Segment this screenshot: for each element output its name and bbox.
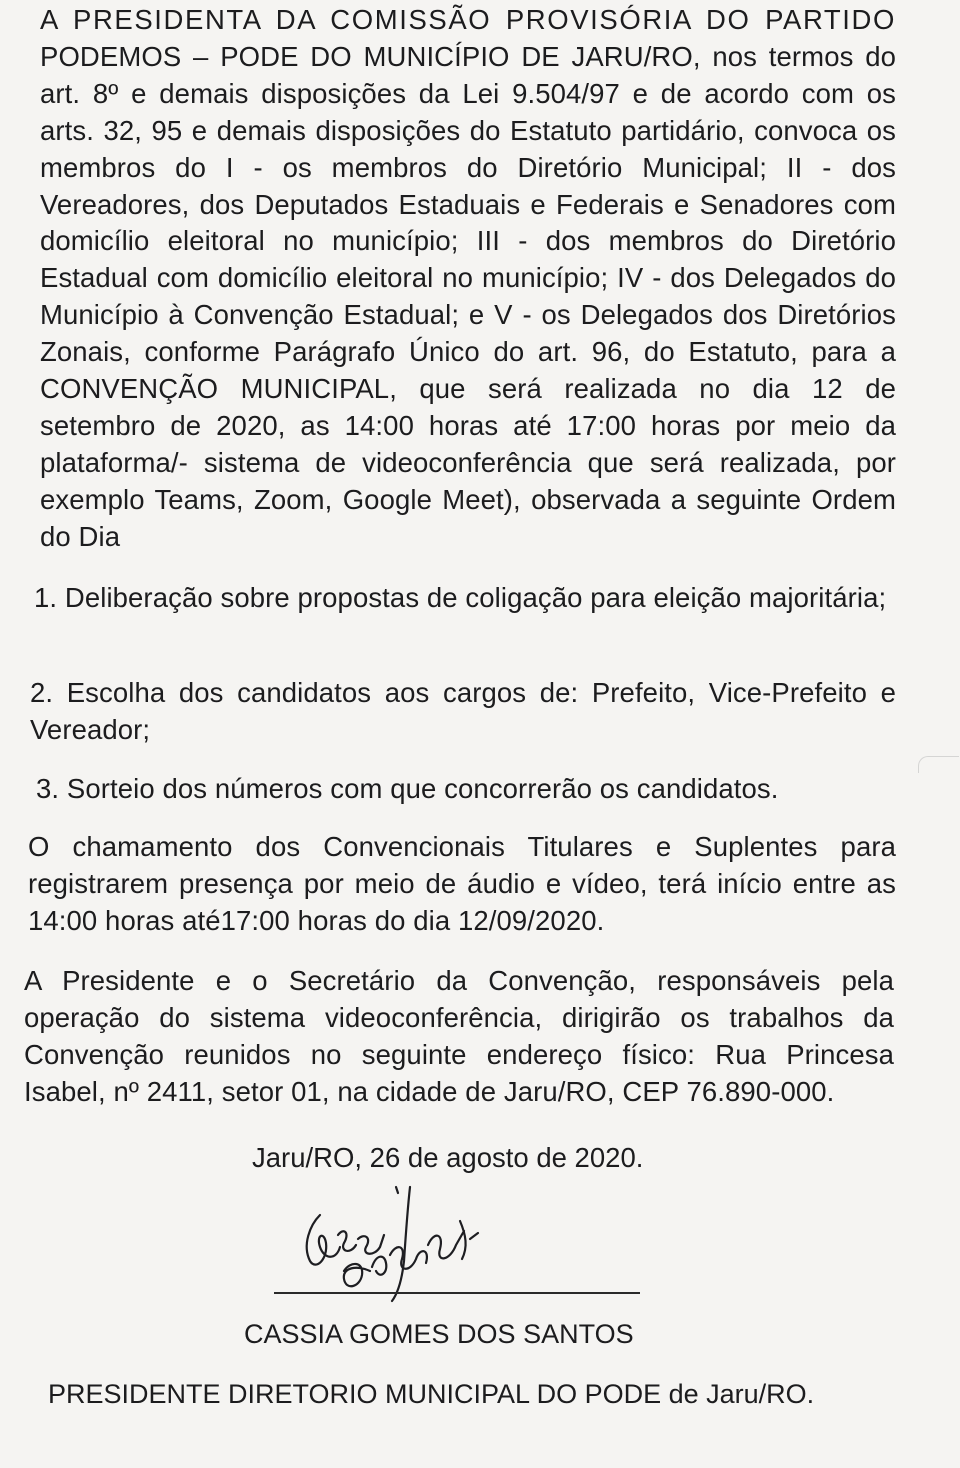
signer-name: CASSIA GOMES DOS SANTOS	[244, 1319, 634, 1349]
signature-line	[274, 1292, 640, 1294]
operation-paragraph: A Presidente e o Secretário da Convenção, responsáveis pela operação do sistema videoconferência, dirigirão os trabalhos da Convenção reunidos no seguinte endereço físico: Rua Princesa Isabel, nº 2411, setor 01, na cidade de Jaru/RO, CEP 76.890-000.	[24, 965, 894, 1107]
agenda-item-3: 3. Sorteio dos números com que concorrerão os candidatos.	[36, 773, 779, 804]
agenda-item-2: 2. Escolha dos candidatos aos cargos de: Prefeito, Vice-Prefeito e Vereador;	[30, 677, 896, 745]
page-fold-mark	[918, 756, 959, 773]
place-date: Jaru/RO, 26 de agosto de 2020.	[252, 1142, 644, 1173]
agenda-item-1: 1. Deliberação sobre propostas de coligação para eleição majoritária;	[34, 582, 887, 613]
call-paragraph: O chamamento dos Convencionais Titulares e Suplentes para registrarem presença por meio de áudio e vídeo, terá início entre as 14:00 horas até17:00 horas do dia 12/09/2020.	[28, 831, 896, 936]
signer-role: PRESIDENTE DIRETORIO MUNICIPAL DO PODE de Jaru/RO.	[48, 1379, 815, 1409]
handwritten-signature-icon	[280, 1175, 500, 1305]
intro-paragraph: A PRESIDENTA DA COMISSÃO PROVISÓRIA DO PARTIDO PODEMOS – PODE DO MUNICÍPIO DE JARU/RO, nos termos do art. 8º e demais disposições da Lei 9.504/97 e de acordo com os arts. 32, 95 e demais disposições do Estatuto partidário, convoca os membros do I - os membros do Diretório Municipal; II - dos Vereadores, dos Deputados Estaduais e Federais e Senadores com domicílio eleitoral no município; III - dos membros do Diretório Estadual com domicílio eleitoral no município; IV - dos Delegados do Município à Convenção Estadual; e V - os Delegados dos Diretórios Zonais, conforme Parágrafo Único do art. 96, do Estatuto, para a CONVENÇÃO MUNICIPAL, que será realizada no dia 12 de setembro de 2020, as 14:00 horas até 17:00 horas por meio da plataforma/- sistema de videoconferência que será realizada, por exemplo Teams, Zoom, Google Meet), observada a seguinte Ordem do Dia	[40, 4, 896, 552]
